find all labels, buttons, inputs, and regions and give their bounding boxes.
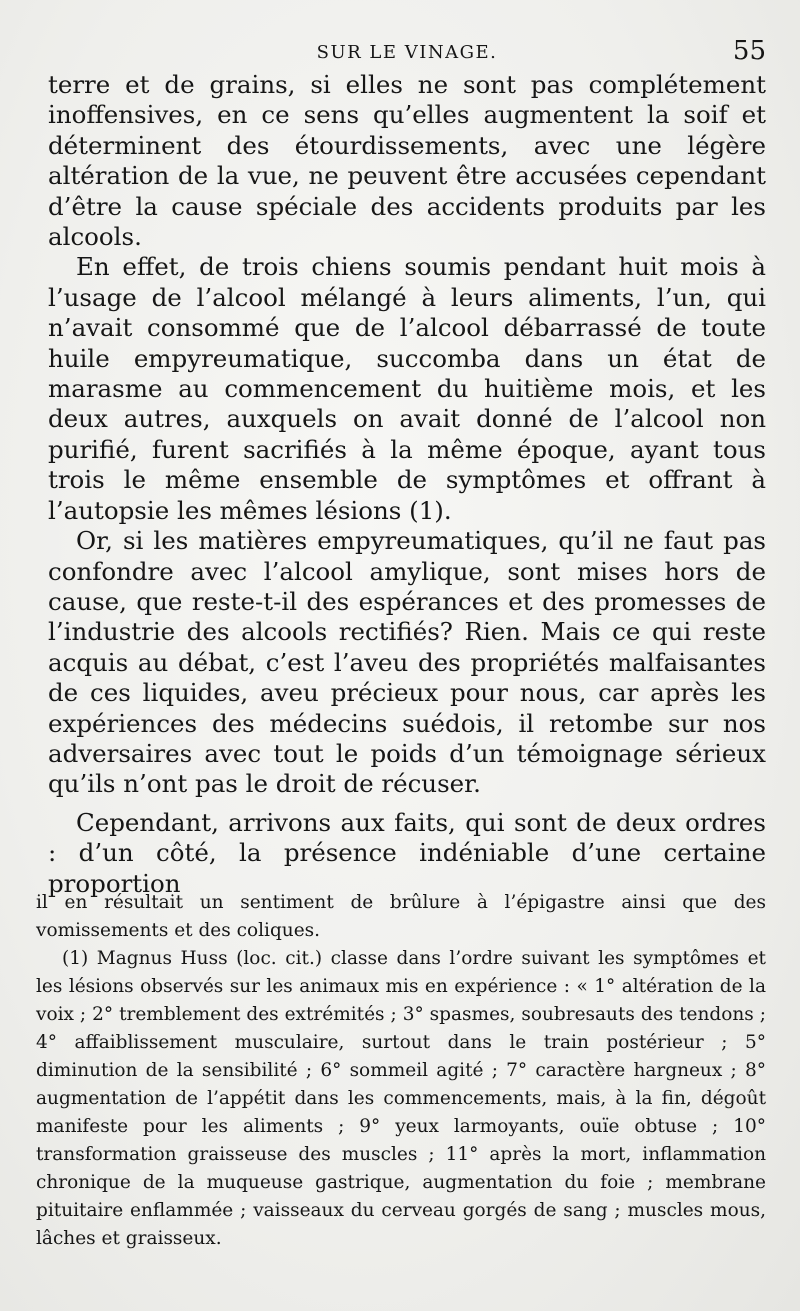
paragraph: Or, si les matières empyreumatiques, qu’il ne faut pas confondre avec l’alcool amylique, sont mises hors de cause, que reste-t-il des espérances et des promesses de l’industrie des alcools rectifiés? Rien. Mais ce qui reste acquis au débat, c’est l’aveu des propriétés malfaisantes de ces liquides, aveu précieux pour nous, car après les expériences des médecins suédois, il retombe sur nos adversaires avec tout le poids d’un témoignage sérieux qu’ils n’ont pas le droit de récuser. bbox=[48, 526, 766, 799]
paragraph: Cependant, arrivons aux faits, qui sont de deux ordres : d’un côté, la présence indéniable d’une certaine proportion bbox=[48, 807, 766, 898]
running-head: SUR LE VINAGE. bbox=[316, 42, 498, 63]
page-header bbox=[48, 36, 766, 66]
paragraph: En effet, de trois chiens soumis pendant huit mois à l’usage de l’alcool mélangé à leurs aliments, l’un, qui n’avait consommé que de l’alcool débarrassé de toute huile empyreumatique, succomba dans un état de marasme au commencement du huitième mois, et les deux autres, auxquels on avait donné de l’alcool non purifié, furent sacrifiés à la même époque, ayant tous trois le même ensemble de symptômes et offrant à l’autopsie les mêmes lésions (1). bbox=[48, 252, 766, 525]
footnotes bbox=[36, 889, 766, 1253]
footnote-1: (1) Magnus Huss (loc. cit.) classe dans l’ordre suivant les symptômes et les lésions observés sur les animaux mis en expérience : « 1° altération de la voix ; 2° tremblement des extrémités ; 3° spasmes, soubresauts des tendons ; 4° affaiblissement musculaire, surtout dans le train postérieur ; 5° diminution de la sensibilité ; 6° sommeil agité ; 7° caractère hargneux ; 8° augmentation de l’appétit dans les commencements, mais, à la fin, dégoût manifeste pour les aliments ; 9° yeux larmoyants, ouïe obtuse ; 10° transformation graisseuse des muscles ; 11° après la mort, inflammation chronique de la muqueuse gastrique, augmentation du foie ; membrane pituitaire enflammée ; vaisseaux du cerveau gorgés de sang ; muscles mous, lâches et graisseux. bbox=[36, 948, 766, 1249]
page-number: 55 bbox=[732, 36, 766, 66]
main-text bbox=[48, 70, 766, 899]
paragraph-continuation: terre et de grains, si elles ne sont pas complétement inoffensives, en ce sens qu’elles augmentent la soif et déterminent des étourdissements, avec une légère altération de la vue, ne peuvent être accusées cependant d’être la cause spéciale des accidents produits par les alcools. bbox=[48, 70, 766, 252]
footnote-continuation: il en résultait un sentiment de brûlure à l’épigastre ainsi que des vomissements et des coliques. bbox=[36, 892, 766, 941]
